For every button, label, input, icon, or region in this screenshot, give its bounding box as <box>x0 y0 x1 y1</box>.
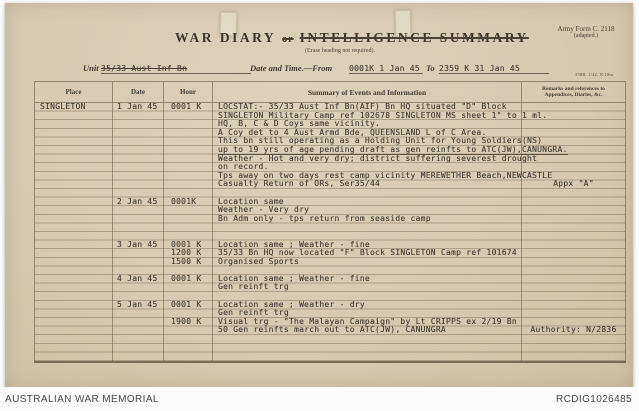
hour-text: 0001 K <box>171 273 202 283</box>
remark-text <box>522 266 625 275</box>
date-text: 3 Jan 45 <box>117 239 158 249</box>
hour-text <box>164 155 212 164</box>
remark-text <box>522 223 625 232</box>
summary-line: Weather - Very dry <box>218 205 310 215</box>
diary-entry <box>35 198 625 241</box>
column-header-date: Date <box>113 82 164 102</box>
remark-text <box>522 232 625 241</box>
remark-text <box>522 137 625 146</box>
remark-text <box>522 335 625 344</box>
summary-line: SINGLETON Military Camp ref 102678 SINGLETON MS sheet 1" to 1 ml. <box>218 110 548 120</box>
hour-text <box>164 112 212 121</box>
image-id: RCDIG1026485 <box>556 393 632 405</box>
summary-line: Location same ; Weather - dry <box>218 299 365 309</box>
remark-text <box>522 120 625 129</box>
date-cell <box>113 103 164 198</box>
place-text <box>35 301 112 310</box>
date-text: 4 Jan 45 <box>117 273 158 283</box>
summary-line: Tps away on two days rest camp vicinity MEREWETHER Beach,NEWCASTLE <box>218 170 553 180</box>
summary-line: Location same ; Weather - fine <box>218 239 370 249</box>
hour-text <box>164 206 212 215</box>
summary-line: Organised Sports <box>218 256 300 266</box>
date-cell <box>113 198 164 241</box>
remark-text <box>522 215 625 224</box>
title-subnote: (Erase heading not required). <box>305 48 375 54</box>
hour-text: 0001 K <box>171 103 202 111</box>
hour-text <box>164 163 212 172</box>
hour-cell <box>164 198 213 241</box>
summary-line: 35/33 Bn HQ now located "F" Block SINGLETON Camp ref 101674 <box>218 248 517 258</box>
column-header-remarks-line1: Remarks and references to <box>542 85 605 92</box>
remarks-cell <box>522 241 625 275</box>
summary-line <box>213 335 521 344</box>
summary-cell <box>213 198 522 241</box>
hour-text <box>164 172 212 181</box>
place-cell <box>35 241 113 275</box>
place-cell <box>35 301 113 361</box>
unit-field <box>101 64 251 74</box>
place-cell <box>35 198 113 241</box>
remark-text: Authority: N/2836 <box>530 325 617 335</box>
summary-line: Location same ; Weather - fine <box>218 273 370 283</box>
summary-line: on record. <box>218 162 269 172</box>
to-value: 2359 K 31 Jan 45 <box>439 64 521 73</box>
date-cell <box>113 241 164 275</box>
summary-line <box>213 352 521 361</box>
remark-text <box>522 344 625 353</box>
hour-text <box>164 283 212 292</box>
date-cell <box>113 275 164 301</box>
army-form-line1: Army Form C. 2118 <box>557 25 615 33</box>
from-field <box>349 64 423 74</box>
summary-line: Weather - Hot and very dry; district suffering severest drought <box>218 153 538 163</box>
diary-entry <box>35 301 625 361</box>
army-form-number <box>540 25 632 39</box>
place-text <box>35 241 112 250</box>
hour-text <box>164 120 212 129</box>
remark-text: Appx "A" <box>553 179 594 189</box>
remark-text <box>522 163 625 172</box>
unit-value-struck: 35/33 Aust Inf Bn <box>101 64 188 73</box>
hour-text <box>164 137 212 146</box>
hour-text: 1200 K <box>171 248 202 258</box>
column-header-remarks-line2: Appendices, Diaries, &c. <box>544 92 603 98</box>
hour-cell <box>164 301 213 361</box>
remark-text <box>522 258 625 267</box>
remarks-cell <box>522 301 625 361</box>
place-text <box>35 198 112 207</box>
remark-text <box>522 198 625 207</box>
date-cell <box>113 301 164 361</box>
hour-text <box>164 223 212 232</box>
hour-text: 0001 K <box>171 239 202 249</box>
remark-text <box>522 241 625 250</box>
summary-line: Bn Adm only - tps return from seaside camp <box>218 213 431 223</box>
unit-label: Unit <box>83 63 99 73</box>
summary-line: Casualty Return of ORs, Ser35/44 <box>218 179 381 189</box>
summary-cell <box>213 103 568 198</box>
army-form-line2: (adapted.) <box>573 33 599 39</box>
hour-cell <box>164 241 213 275</box>
remark-text <box>522 189 625 198</box>
title-war-diary: WAR DIARY <box>175 30 277 45</box>
summary-line: LOCSTAT:- 35/33 Aust Inf Bn(AIF) Bn HQ situated "D" Block <box>218 103 507 111</box>
place-cell <box>35 275 113 301</box>
date-text: 5 Jan 45 <box>117 299 158 309</box>
date-text: 1 Jan 45 <box>117 103 158 111</box>
summary-line <box>213 223 521 232</box>
summary-line: A Coy det to 4 Aust Armd Bde, QUEENSLAND L of C Area. <box>218 127 487 137</box>
column-header-place: Place <box>35 82 113 102</box>
remark-text <box>522 301 625 310</box>
date-text: 2 Jan 45 <box>117 196 158 206</box>
summary-line: Gen reinft trg <box>218 308 289 318</box>
page-title <box>175 30 529 46</box>
diary-table-body <box>35 103 625 361</box>
remark-text <box>522 155 625 164</box>
summary-cell <box>213 241 522 275</box>
hour-text <box>164 344 212 353</box>
hour-text: 1900 K <box>171 316 202 326</box>
summary-line: Visual trg - "The Malayan Campaign" by Lt CRIPPS ex 2/19 Bn <box>218 316 517 326</box>
summary-cell <box>213 301 522 361</box>
remarks-cell <box>522 198 625 241</box>
remarks-cell <box>522 103 625 198</box>
awm-label: AUSTRALIAN WAR MEMORIAL <box>5 393 159 405</box>
from-value: 0001K 1 Jan 45 <box>349 64 420 73</box>
diary-table-header <box>35 82 625 103</box>
summary-cell <box>213 275 522 301</box>
column-header-hour: Hour <box>164 82 213 102</box>
remark-text <box>522 112 625 121</box>
remark-text <box>522 129 625 138</box>
remark-text <box>522 146 625 155</box>
hour-cell <box>164 275 213 301</box>
summary-line: HQ, B, C & D Coys same vicinity. <box>218 119 381 129</box>
remark-text <box>522 309 625 318</box>
summary-line: up to 19 yrs of age pending draft as gen reinfts to ATC(JW),CANUNGRA. <box>218 144 568 154</box>
remark-text <box>522 283 625 292</box>
hour-text: 0001 K <box>171 299 202 309</box>
remark-text <box>522 249 625 258</box>
title-intelligence-summary-struck: INTELLIGENCE SUMMARY <box>299 30 529 45</box>
hour-text <box>164 352 212 361</box>
column-header-summary: Summary of Events and Information <box>213 82 522 102</box>
remarks-cell <box>522 275 625 301</box>
place-cell <box>35 103 113 198</box>
remark-text <box>522 206 625 215</box>
date-and-time-label: Date and Time.—From <box>250 63 333 73</box>
summary-line: This bn still operating as a Holding Unit for Young Soldiers(NS) <box>218 136 543 146</box>
hour-text <box>164 146 212 155</box>
diary-table <box>34 81 626 363</box>
hour-text <box>164 335 212 344</box>
to-field <box>439 64 549 74</box>
remark-text <box>522 275 625 284</box>
summary-line <box>213 344 521 353</box>
printer-code: 398B. 1/42. N.10m. <box>575 72 615 77</box>
summary-line: 50 Gen reinfts march out to ATC(JW), CANUNGRA <box>218 325 446 335</box>
hour-cell <box>164 103 213 198</box>
hour-text <box>164 215 212 224</box>
hour-text <box>164 326 212 335</box>
diary-entry <box>35 241 625 275</box>
diary-entry <box>35 103 625 198</box>
to-label: To <box>426 63 435 73</box>
diary-entry <box>35 275 625 301</box>
hour-text <box>164 180 212 189</box>
war-diary-page <box>5 3 633 387</box>
summary-line: Location same <box>218 196 284 206</box>
remark-text <box>522 292 625 301</box>
hour-text: 0001K <box>171 196 197 206</box>
footer-bar <box>0 387 639 411</box>
summary-line: Gen reinft trg <box>218 282 289 292</box>
column-header-remarks <box>522 82 625 102</box>
remark-text <box>522 352 625 361</box>
place-text <box>35 275 112 284</box>
place-text: SINGLETON <box>40 103 86 111</box>
hour-text <box>164 129 212 138</box>
remark-text <box>522 103 625 112</box>
title-or-struck: or <box>282 34 294 45</box>
hour-text: 1500 K <box>171 256 202 266</box>
